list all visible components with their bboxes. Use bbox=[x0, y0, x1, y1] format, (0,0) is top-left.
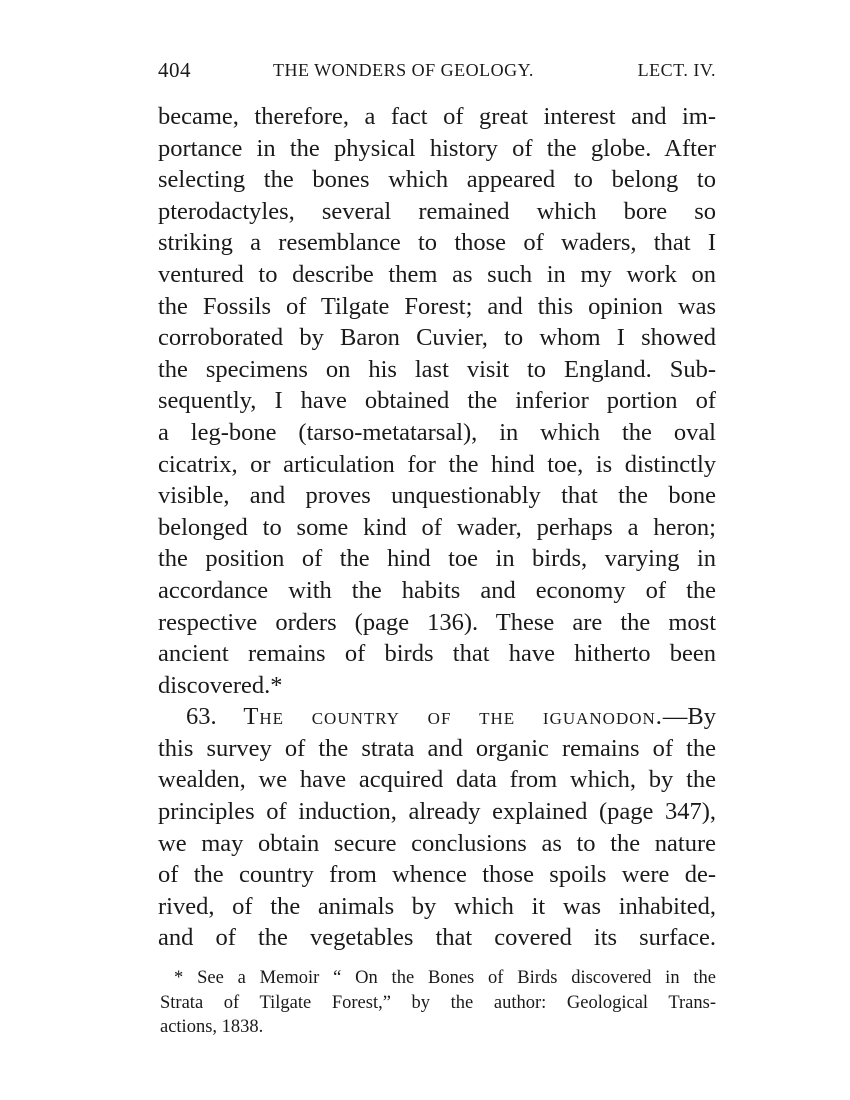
text-line: selecting the bones which appeared to belong to bbox=[158, 166, 716, 194]
text-line: the specimens on his last visit to England. Sub- bbox=[158, 355, 716, 383]
section-number: 63. bbox=[186, 703, 217, 731]
footnote-line: Strata of Tilgate Forest,” by the author: Geological Trans- bbox=[160, 992, 716, 1013]
text-line: discovered.* bbox=[158, 671, 283, 699]
text-line: portance in the physical history of the globe. After bbox=[158, 134, 716, 162]
footnote-line: actions, 1838. bbox=[160, 1017, 264, 1038]
text-line: principles of induction, already explained (page 347), bbox=[158, 798, 716, 826]
text-line: striking a resemblance to those of waders, that I bbox=[158, 229, 716, 257]
body-text bbox=[158, 101, 716, 954]
text-line: accordance with the habits and economy of the bbox=[158, 576, 716, 604]
text-line: sequently, I have obtained the inferior portion of bbox=[158, 387, 716, 415]
text-line: a leg-bone (tarso-metatarsal), in which the oval bbox=[158, 418, 716, 446]
footnote-line: * See a Memoir “ On the Bones of Birds discovered in the bbox=[174, 968, 716, 988]
running-title: THE WONDERS OF GEOLOGY. bbox=[273, 60, 534, 80]
text-line: of the country from whence those spoils were de- bbox=[158, 861, 716, 889]
text-line: ventured to describe them as such in my work on bbox=[158, 260, 716, 288]
lecture-label: LECT. IV. bbox=[637, 60, 716, 80]
section-heading: The country of the iguanodon. bbox=[243, 703, 663, 731]
text-line: corroborated by Baron Cuvier, to whom I showed bbox=[158, 324, 716, 352]
text-line: the Fossils of Tilgate Forest; and this opinion was bbox=[158, 292, 716, 320]
text-line: cicatrix, or articulation for the hind toe, is distinctly bbox=[158, 450, 716, 478]
text-line: we may obtain secure conclusions as to the nature bbox=[158, 829, 716, 857]
text-line: respective orders (page 136). These are the most bbox=[158, 608, 716, 636]
text-line: rived, of the animals by which it was inhabited, bbox=[158, 892, 716, 920]
text-line: visible, and proves unquestionably that the bone bbox=[158, 482, 716, 510]
text-line: and of the vegetables that covered its surface. bbox=[158, 924, 716, 952]
text-line: belonged to some kind of wader, perhaps a heron; bbox=[158, 513, 716, 541]
text-line: became, therefore, a fact of great interest and im- bbox=[158, 103, 716, 130]
section-heading-line bbox=[158, 701, 716, 733]
text-line: pterodactyles, several remained which bore so bbox=[158, 197, 716, 225]
text-line: the position of the hind toe in birds, varying in bbox=[158, 545, 716, 573]
page-number: 404 bbox=[158, 58, 191, 82]
running-header bbox=[158, 58, 716, 88]
footnote bbox=[160, 966, 716, 1040]
text-line: ancient remains of birds that have hitherto been bbox=[158, 640, 716, 668]
section-text: —By bbox=[662, 703, 716, 731]
text-line: this survey of the strata and organic remains of the bbox=[158, 734, 716, 762]
text-line: wealden, we have acquired data from which, by the bbox=[158, 766, 716, 794]
